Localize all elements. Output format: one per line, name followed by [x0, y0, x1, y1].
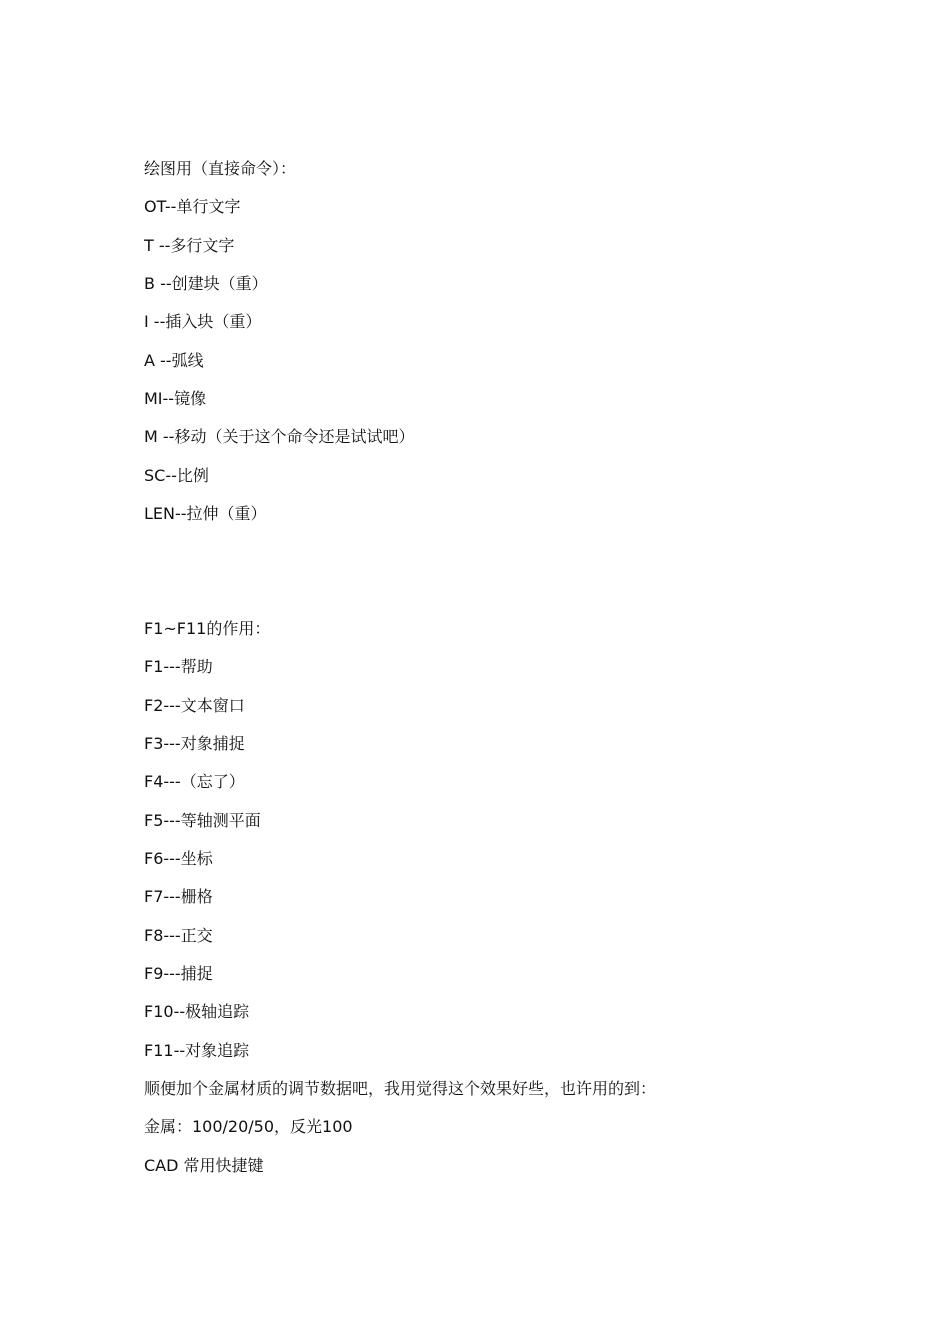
- command-item-i: I --插入块（重）: [144, 312, 262, 331]
- cad-shortcuts-title: CAD 常用快捷键: [144, 1156, 264, 1175]
- function-key-f4: F4---（忘了）: [144, 772, 245, 791]
- metal-material-values: 金属：100/20/50，反光100: [144, 1117, 353, 1136]
- function-key-f11: F11--对象追踪: [144, 1041, 250, 1060]
- command-item-mi: MI--镜像: [144, 389, 207, 408]
- function-key-f9: F9---捕捉: [144, 964, 213, 983]
- function-key-f7: F7---栅格: [144, 887, 213, 906]
- function-key-f2: F2---文本窗口: [144, 696, 245, 715]
- section-heading-drawing-commands: 绘图用（直接命令）：: [144, 159, 297, 178]
- command-item-a: A --弧线: [144, 351, 204, 370]
- function-key-f8: F8---正交: [144, 926, 213, 945]
- function-key-f6: F6---坐标: [144, 849, 213, 868]
- command-item-t: T --多行文字: [144, 236, 235, 255]
- command-item-sc: SC--比例: [144, 466, 209, 485]
- function-key-f5: F5---等轴测平面: [144, 811, 261, 830]
- command-item-m: M --移动（关于这个命令还是试试吧）: [144, 427, 415, 446]
- command-item-b: B --创建块（重）: [144, 274, 268, 293]
- function-key-f3: F3---对象捕捉: [144, 734, 245, 753]
- function-key-f1: F1---帮助: [144, 657, 213, 676]
- command-item-ot: OT--单行文字: [144, 197, 241, 216]
- command-item-len: LEN--拉伸（重）: [144, 504, 267, 523]
- section-heading-function-keys: F1~F11的作用：: [144, 619, 271, 638]
- function-key-f10: F10--极轴追踪: [144, 1002, 250, 1021]
- metal-material-note: 顺便加个金属材质的调节数据吧，我用觉得这个效果好些，也许用的到：: [144, 1079, 657, 1098]
